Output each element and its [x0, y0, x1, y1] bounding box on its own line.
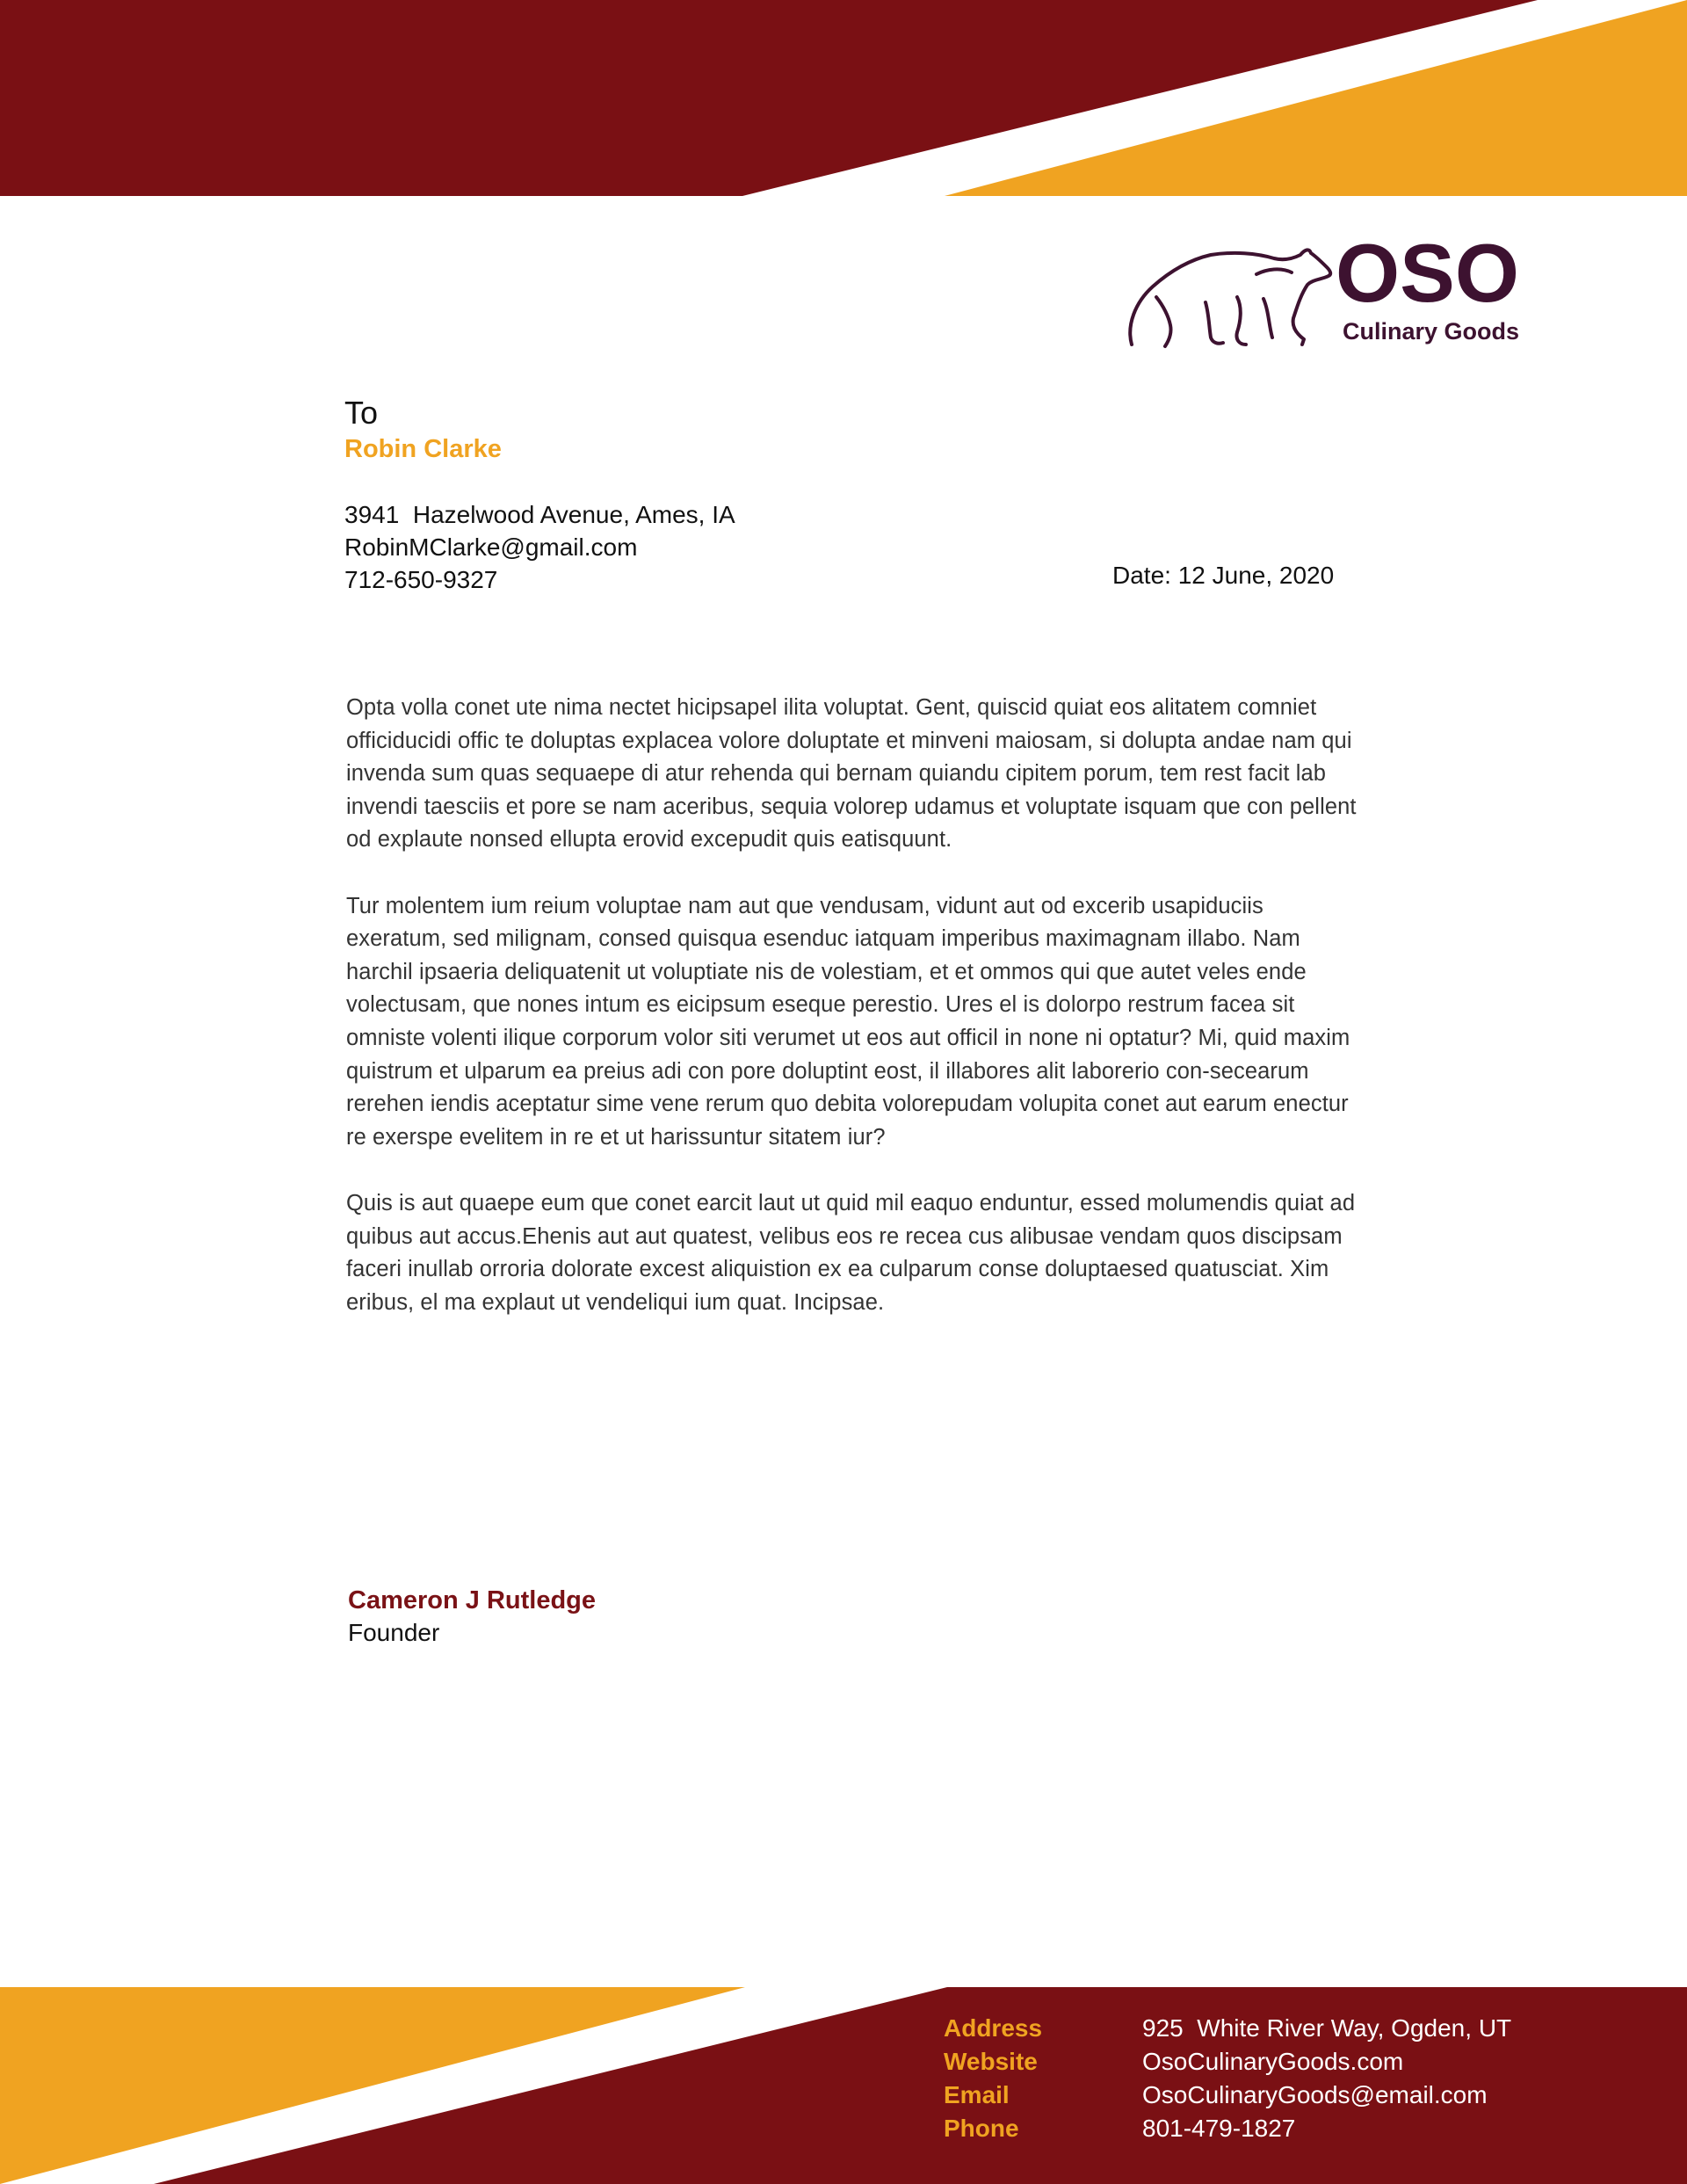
- body-paragraph: Tur molentem ium reium voluptae nam aut que vendusam, vidunt aut od excerib usapiduciis exeratum, sed milignam, consed quisqua esenduc iatquam imperibus maximagnam illabo. Nam harchil ipsaeria deliquatenit ut voluptiate nis de volestiam, et et ommos qui que autet veles ende volectusam, que nones intum es eicipsum eseque perestio. Ures el is dolorpo restrum facea sit omniste volenti ilique corporum volor siti verumet ut eos aut officil in none ni optatur? Mi, quid maxim quistrum et ulparum ea preius adi con pore doluptint eost, il illabores alit laborerio con-secearum rerehen iendis aceptatur sime vene rerum quo debita volorepudam volupita conet aut earum enectur re exerspe evelitem in re et ut harissuntur sitatem iur?: [346, 893, 1350, 1150]
- footer-website-label: Website: [944, 2048, 1038, 2075]
- recipient-phone: 712-650-9327: [344, 566, 498, 593]
- recipient-contact: [344, 498, 735, 596]
- footer-email-label: Email: [944, 2081, 1010, 2108]
- footer-phone-value: 801-479-1827: [1142, 2115, 1296, 2142]
- footer-address-value: 925 White River Way, Ogden, UT: [1142, 2014, 1512, 2042]
- signatory-title: Founder: [348, 1619, 440, 1646]
- body-paragraph: Opta volla conet ute nima nectet hicipsapel ilita voluptat. Gent, quiscid quiat eos alitatem comniet officiducidi offic te doluptas explacea volore doluptate et minveni maiosam, si dolupta andae nam qui invenda sum quas sequaepe di atur rehenda qui bernam quiandu cipitem porum, tem rest facit lab invendi taesciis et pore se nam aceribus, sequia volorep udamus et voluptate isquam que con pellent od explaute nonsed ellupta erovid excepudit quis eatisquunt.: [346, 695, 1357, 853]
- logo-wordmark: OSO: [1336, 227, 1519, 319]
- body-paragraph: Quis is aut quaepe eum que conet earcit laut ut quid mil eaquo enduntur, essed molumendis quiat ad quibus aut accus.Ehenis aut aut quatest, velibus eos re recea cus alibusae vendam quos discipsam faceri inullab orroria dolorate excest aliquistion ex ea culparum conse doluptaesed quatusciat. Xim eribus, el ma explaut ut vendeliqui ium quat. Incipsae.: [346, 1190, 1356, 1315]
- to-label: To: [344, 395, 379, 431]
- footer-phone-label: Phone: [944, 2115, 1019, 2142]
- footer-email-value[interactable]: OsoCulinaryGoods@email.com: [1142, 2081, 1488, 2108]
- company-logo: [1125, 227, 1546, 356]
- recipient-email: RobinMClarke@gmail.com: [344, 533, 638, 561]
- recipient-name: Robin Clarke: [344, 435, 502, 463]
- logo-tagline: Culinary Goods: [1343, 318, 1520, 345]
- footer-address-label: Address: [944, 2014, 1043, 2042]
- letter-date: Date: 12 June, 2020: [1112, 562, 1335, 589]
- footer-website-value[interactable]: OsoCulinaryGoods.com: [1142, 2048, 1404, 2075]
- footer-labels: [944, 2012, 1042, 2145]
- letter-body: [346, 692, 1357, 1353]
- bear-icon: [1125, 241, 1336, 355]
- footer-values: [1142, 2012, 1511, 2145]
- recipient-address: 3941 Hazelwood Avenue, Ames, IA: [344, 501, 735, 528]
- signatory-name: Cameron J Rutledge: [348, 1586, 596, 1614]
